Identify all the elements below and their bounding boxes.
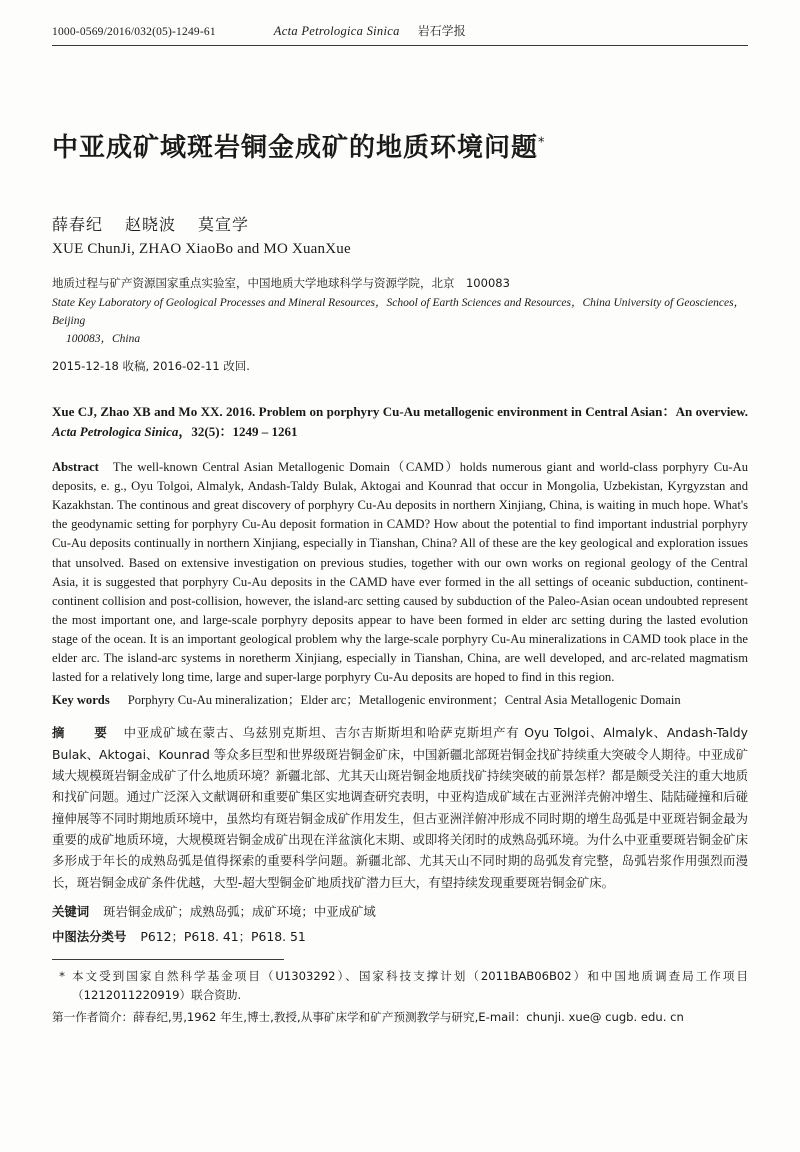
footnote-funding [52, 967, 748, 1005]
received-revised-dates: 2015-12-18 收稿, 2016-02-11 改回. [52, 358, 250, 373]
keywords-cn-label: 关键词 [52, 904, 90, 920]
title-text: 中亚成矿域斑岩铜金成矿的地质环境问题 [52, 133, 539, 163]
keywords-cn [52, 902, 748, 922]
author-cn-2: 赵晓波 [125, 214, 177, 234]
keywords-en-text: Porphyry Cu-Au mineralization；Elder arc；Metallogenic environment；Central Asia Metallogenic Domain [127, 692, 681, 707]
abstract-label: Abstract [52, 459, 99, 474]
keywords-en-label: Key words [52, 692, 110, 707]
title-footnote-mark: * [538, 135, 546, 151]
authors-cn [52, 212, 748, 235]
affiliation-cn: 地质过程与矿产资源国家重点实验室，中国地质大学地球科学与资源学院，北京 100083 [52, 275, 510, 290]
affiliation-en [52, 295, 748, 348]
clc-number [52, 927, 748, 945]
abstract-text: The well-known Central Asian Metallogenic Domain（CAMD）holds numerous giant and world-class porphyry Cu-Au deposits, e. g., Oyu Tolgoi, Almalyk, Andash-Taldy Bulak, Aktogai and Kounrad that occur in Mongolia, Uzbekistan, Kyrgyzstan and Kazakhstan. The continous and great discovery of porphyry Cu-Au deposits in northern Xinjiang, China, is waiting in much hope. What's the geodynamic setting for porphyry Cu-Au deposit formation in CAMD? How about the potential to find important industrial porphyry Cu-Au deposits continually in northern Xinjiang, especially in Tianshan, China? All of these are the key geological and exploration issues that unsolved. Based on extensive investigation on previous studies, together with our own works on regional geology of the Central Asia, it is suggested that porphyry Cu-Au deposits in the CAMD have ever formed in the all settings of oceanic subduction, continent-continent collision and post-collision, however, the island-arc setting caused by subduction of the Paleo-Asian ocean undoubted represent the most important one, and large-scale porphyry deposits appear to have been formed in elder arc setting during the lasted evolution stage of the ocean. It is an important geological problem why the large-scale porphyry Cu-Au mineralizations in CAMD took place in the elder arc. The island-arc systems in noretherm Xinjiang, especially in Tianshan, China, are well developed, and arc-related magmatism lasted for a relatively long time, large and super-large porphyry Cu-Au deposits are hoped to find in this region. [52, 459, 748, 685]
citation-tail: ，32(5)：1249 – 1261 [178, 423, 298, 439]
journal-name-en: Acta Petrologica Sinica [273, 24, 400, 38]
issn-article-code: 1000-0569/2016/032(05)-1249-61 [52, 26, 216, 38]
abstract-cn [52, 722, 748, 893]
clc-text: P612；P618. 41；P618. 51 [140, 928, 306, 944]
author-cn-3: 莫宣学 [198, 214, 250, 234]
self-citation [52, 402, 748, 442]
authors-en: XUE ChunJi, ZHAO XiaoBo and MO XuanXue [52, 240, 351, 257]
footnote-author-bio-text: 第一作者简介：薛春纪,男,1962 年生,博士,教授,从事矿床学和矿产预测教学与研究,E-mail：chunji. xue@ cugb. edu. cn [52, 1009, 684, 1024]
footnote-funding-text: 本文受到国家自然科学基金项目（U1303292）、国家科技支撑计划（2011BAB06B02）和中国地质调查局工作项目（1212011220919）联合资助. [72, 968, 748, 1002]
clc-label: 中图法分类号 [52, 928, 127, 944]
footnote-divider [52, 959, 284, 960]
running-head [52, 22, 748, 43]
abstract-en [52, 458, 748, 688]
header-divider [52, 45, 748, 46]
keywords-en [52, 691, 748, 710]
page-title [52, 132, 748, 166]
affiliation-en-line2: 100083，China [66, 332, 141, 345]
affiliation-en-line1: State Key Laboratory of Geological Processes and Mineral Resources，School of Earth Sciences and Resources，China University of Geosciences，Beijing [52, 297, 746, 327]
footnotes [52, 967, 748, 1026]
keywords-cn-text: 斑岩铜金成矿；成熟岛弧；成矿环境；中亚成矿域 [103, 904, 376, 920]
abstract-cn-label: 摘 要 [52, 725, 116, 741]
citation-main: Xue CJ, Zhao XB and Mo XX. 2016. Problem on porphyry Cu-Au metallogenic environment in Central Asian：An overview. [52, 403, 748, 419]
footnote-author-bio [52, 1008, 748, 1027]
citation-journal: Acta Petrologica Sinica [52, 423, 179, 439]
footnote-mark: * [59, 968, 65, 983]
journal-name-cn: 岩石学报 [417, 24, 466, 38]
author-cn-1: 薛春纪 [52, 214, 104, 234]
abstract-cn-text: 中亚成矿域在蒙古、乌兹别克斯坦、吉尔吉斯斯坦和哈萨克斯坦产有 Oyu Tolgoi、Almalyk、Andash-Taldy Bulak、Aktogai、Kounrad 等众多巨型和世界级斑岩铜金矿床，中国新疆北部斑岩铜金找矿持续重大突破令人期待。中亚成矿域大规模斑岩铜金成矿了什么地质环境？新疆北部、尤其天山斑岩铜金地质找矿持续突破的前景怎样？都是颇受关注的重大地质和找矿问题。通过广泛深入文献调研和重要矿集区实地调查研究表明，中亚构造成矿域在古亚洲洋壳俯冲增生、陆陆碰撞和后碰撞伸展等不同时期地质环境中，虽然均有斑岩铜金成矿作用发生，但古亚洲洋俯冲形成不同时期的增生岛弧是中亚斑岩铜金最为重要的成矿地质环境，大规模斑岩铜金成矿出现在洋盆演化末期、或即将关闭时的成熟岛弧环境。为什么中亚重要斑岩铜金矿床多形成于年长的成熟岛弧是值得探索的重要科学问题。新疆北部、尤其天山不同时期的岛弧发育完整，岛弧岩浆作用强烈而漫长，斑岩铜金成矿条件优越，大型-超大型铜金矿地质找矿潜力巨大，有望持续发现重要斑岩铜金矿床。 [52, 725, 748, 890]
